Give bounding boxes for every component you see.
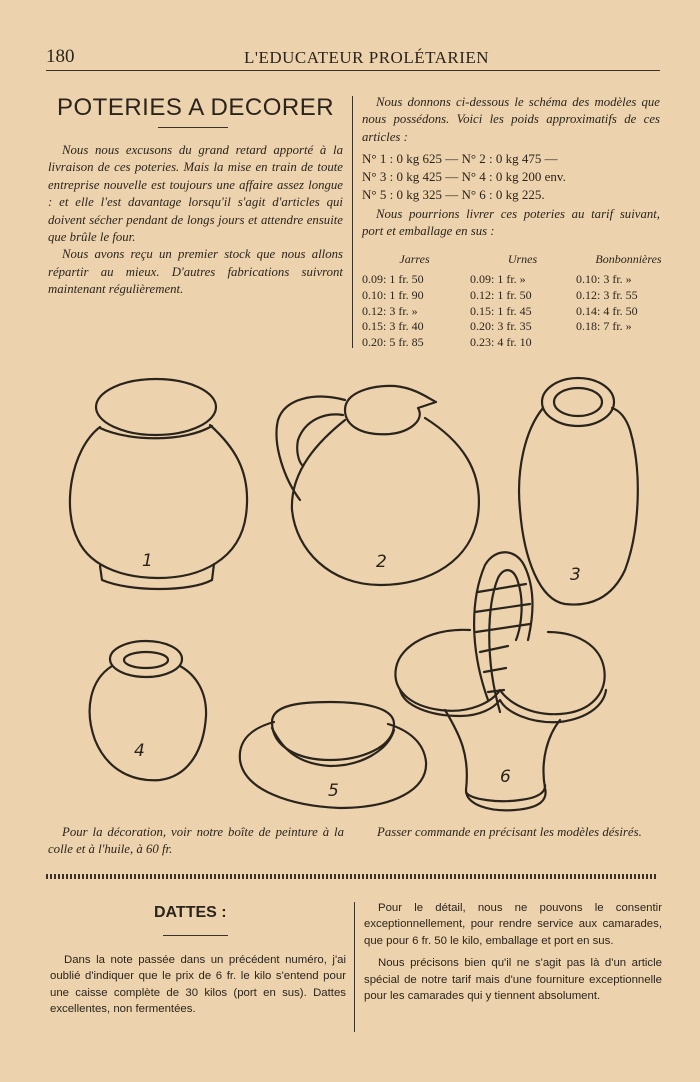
pot-1-drawing: [70, 379, 247, 589]
article-left-column: [48, 142, 343, 299]
tariff-row: 0.14: 4 fr. 50: [576, 303, 638, 318]
article-title: POTERIES A DECORER: [57, 94, 335, 121]
tariff-row: 0.23: 4 fr. 10: [470, 335, 532, 350]
pottery-illustrations: [0, 360, 700, 830]
dattes-right-column: [364, 900, 662, 1004]
weight-line: N° 5 : 0 kg 325 — N° 6 : 0 kg 225.: [362, 187, 545, 202]
dattes-left-column: [50, 952, 346, 1018]
tariff-column-header: Jarres: [399, 252, 430, 266]
journal-title: L'EDUCATEUR PROLÉTARIEN: [244, 48, 490, 67]
dattes-paragraph: Pour le détail, nous ne pouvons le consentir exceptionnellement, pour rendre service aux camarades, que pour 6 fr. 50 le kilo, emballage et port en sus.: [364, 902, 662, 947]
article-paragraph: Nous avons reçu un premier stock que nous allons répartir au mieux. D'autres fabrications suivront maintenant régulièrement.: [48, 247, 343, 297]
models-intro: [362, 94, 660, 146]
weight-line: N° 3 : 0 kg 425 — N° 4 : 0 kg 200 env.: [362, 169, 566, 184]
figure-number: 1: [142, 551, 153, 571]
dattes-paragraph: Nous précisons bien qu'il ne s'agit pas là d'un article spécial de notre tarif mais d'une fourniture exceptionnelle pour les camarades qui y tiennent absolument.: [364, 957, 662, 1003]
pot-2-drawing: [277, 386, 479, 585]
tariff-row: 0.15: 3 fr. 40: [362, 319, 424, 334]
tariff-column-urnes: [470, 252, 575, 351]
tariff-intro: Nous pourrions livrer ces poteries au tarif suivant, port et emballage en sus :: [362, 207, 660, 239]
figure-number: 6: [500, 767, 511, 787]
figure-number: 5: [328, 781, 339, 801]
tariff-column-header: Bonbonnières: [595, 252, 662, 266]
dattes-title-underline: [163, 935, 228, 936]
dotted-separator: [46, 874, 658, 879]
tariff-column-jarres: [362, 252, 467, 351]
models-intro-text: Nous donnons ci-dessous le schéma des modèles que nous possédons. Voici les poids approximatifs de ces articles :: [362, 95, 660, 144]
dattes-paragraph: Dans la note passée dans un précédent numéro, j'ai oublié d'indiquer que le prix de 6 fr. le kilo s'entend pour une caisse complète de 30 kilos (port en sus). Dattes excellentes, non fermentées.: [50, 954, 346, 1016]
dattes-title: DATTES :: [154, 904, 227, 921]
title-underline: [158, 127, 228, 128]
tariff-row: 0.15: 1 fr. 45: [470, 303, 532, 318]
weights-list: [362, 150, 662, 204]
tariff-row: 0.20: 3 fr. 35: [470, 319, 532, 334]
column-divider: [352, 96, 353, 348]
caption-decoration: Pour la décoration, voir notre boîte de peinture à la colle et à l'huile, à 60 fr.: [48, 825, 344, 856]
tariff-column-bonbonnieres: [576, 252, 681, 335]
figure-number: 4: [134, 741, 145, 761]
tariff-row: 0.09: 1 fr. 50: [362, 272, 424, 286]
tariff-column-header: Urnes: [507, 252, 538, 266]
weight-line: N° 1 : 0 kg 625 — N° 2 : 0 kg 475 —: [362, 151, 558, 166]
pot-6-drawing: [395, 552, 606, 810]
tariff-row: 0.20: 5 fr. 85: [362, 335, 424, 350]
pot-4-drawing: [90, 641, 206, 780]
tariff-row: 0.12: 1 fr. 50: [470, 287, 532, 302]
dattes-column-divider: [354, 902, 355, 1032]
tariff-row: 0.18: 7 fr. »: [576, 319, 632, 334]
tariff-row: 0.09: 1 fr. »: [470, 272, 526, 286]
tariff-row: 0.12: 3 fr. »: [362, 303, 418, 318]
tariff-row: 0.10: 3 fr. »: [576, 272, 632, 286]
pot-5-drawing: [240, 702, 426, 808]
header-rule: [46, 70, 660, 71]
article-paragraph: Nous nous excusons du grand retard apporté à la livraison de ces poteries. Mais la mise en train de toute entreprise nouvelle est toujours une affaire assez longue : et elle l'est davantage lorsqu'il s'agit d'articles qui doivent sécher pendant de longs jours et attendre ensuite que brûle le four.: [48, 143, 343, 245]
figure-number: 3: [570, 565, 581, 585]
tariff-row: 0.12: 3 fr. 55: [576, 287, 638, 302]
caption-order: Passer commande en précisant les modèles désirés.: [377, 825, 642, 839]
tariff-row: 0.10: 1 fr. 90: [362, 287, 424, 302]
figure-number: 2: [376, 552, 387, 572]
page-number: 180: [46, 46, 75, 67]
pot-3-drawing: [519, 378, 638, 605]
